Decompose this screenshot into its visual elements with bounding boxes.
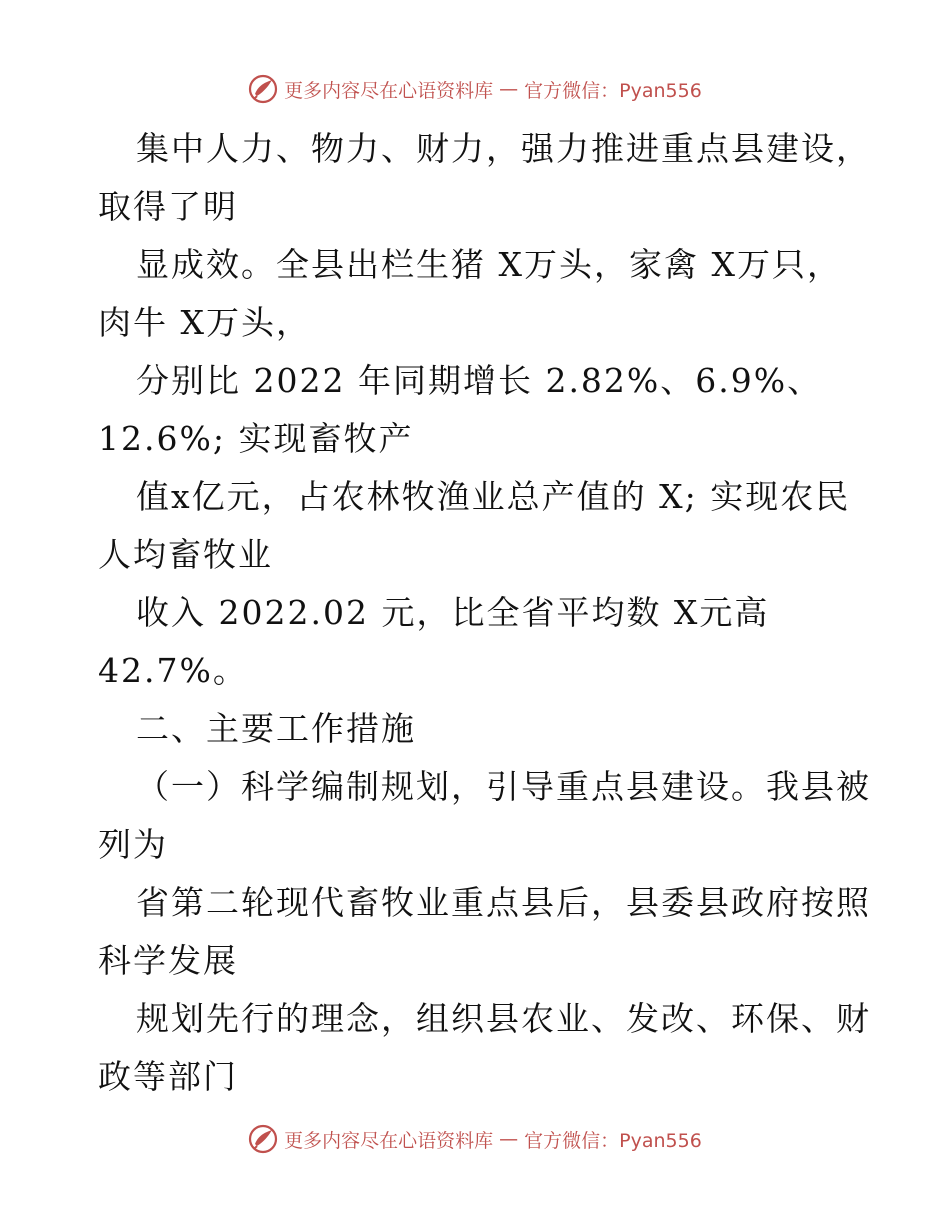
document-body xyxy=(98,120,871,1106)
section-heading: 二、主要工作措施 xyxy=(136,709,416,748)
footer-watermark xyxy=(0,1124,950,1154)
watermark-text: 更多内容尽在心语资料库 xyxy=(284,79,494,102)
text-line: 肉牛 X万头， xyxy=(98,303,311,342)
text-line: 政等部门 xyxy=(98,1057,238,1096)
text-line: 省第二轮现代畜牧业重点县后，县委县政府按照 xyxy=(136,883,871,922)
text-line: 规划先行的理念，组织县农业、发改、环保、财 xyxy=(136,999,871,1038)
header-watermark xyxy=(0,74,950,104)
text-line: 人均畜牧业 xyxy=(98,535,273,574)
watermark-wechat: 官方微信：Pyan556 xyxy=(524,79,702,102)
text-line: 取得了明 xyxy=(98,187,238,226)
watermark-separator: — xyxy=(499,78,519,100)
watermark-wechat: 官方微信：Pyan556 xyxy=(524,1129,702,1152)
text-line: 分别比 2022 年同期增长 2.82%、6.9%、 xyxy=(136,361,823,400)
watermark-text: 更多内容尽在心语资料库 xyxy=(284,1129,494,1152)
pen-logo-icon xyxy=(248,74,278,104)
text-line: （一）科学编制规划，引导重点县建设。我县被 xyxy=(136,767,871,806)
text-line: 科学发展 xyxy=(98,941,238,980)
watermark-separator: — xyxy=(499,1128,519,1150)
text-line: 集中人力、物力、财力，强力推进重点县建设， xyxy=(136,129,871,168)
text-line: 显成效。全县出栏生猪 X万头，家禽 X万只， xyxy=(136,245,842,284)
pen-logo-icon xyxy=(248,1124,278,1154)
text-line: 收入 2022.02 元，比全省平均数 X元高 xyxy=(136,593,770,632)
text-line: 12.6%; 实现畜牧产 xyxy=(98,419,414,458)
text-line: 列为 xyxy=(98,825,168,864)
text-line: 42.7%。 xyxy=(98,651,248,690)
text-line: 值x亿元，占农林牧渔业总产值的 X; 实现农民 xyxy=(136,477,851,516)
